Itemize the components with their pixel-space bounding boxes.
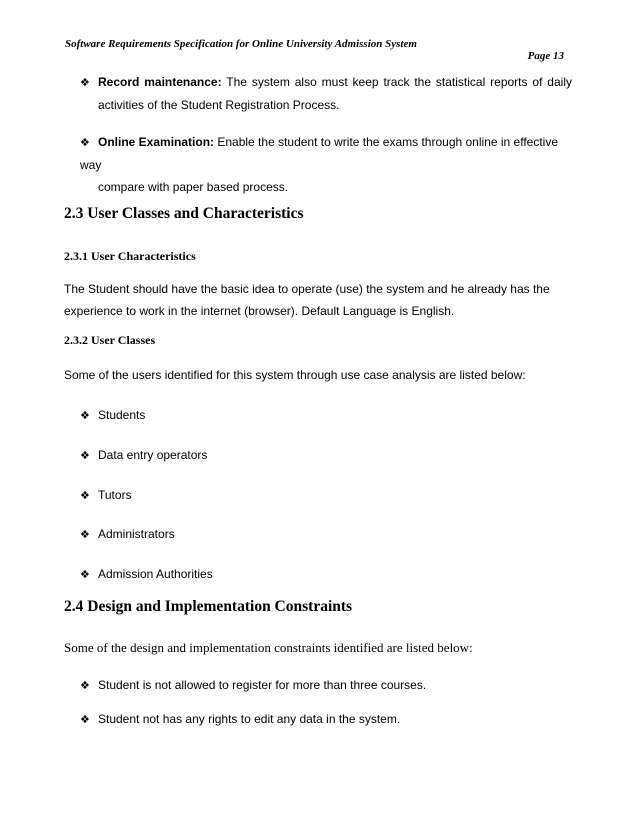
list-item xyxy=(80,712,400,726)
list-item-text: Tutors xyxy=(98,488,132,502)
bullet-online-examination xyxy=(80,131,572,198)
page-number: Page 13 xyxy=(527,50,564,62)
paragraph-line: experience to work in the internet (browser). Default Language is English. xyxy=(64,304,455,318)
constraints-intro: Some of the design and implementation constraints identified are listed below: xyxy=(64,640,473,655)
list-item xyxy=(80,567,213,581)
user-classes-intro: Some of the users identified for this system through use case analysis are listed below: xyxy=(64,368,526,382)
bullet-text-line2: compare with paper based process. xyxy=(98,180,289,194)
list-item-text: Students xyxy=(98,408,146,422)
bullet-diamond-icon: ❖ xyxy=(80,528,90,541)
bullet-diamond-icon: ❖ xyxy=(80,449,90,462)
list-item xyxy=(80,448,207,462)
paragraph-line: The Student should have the basic idea to operate (use) the system and he already has the xyxy=(64,282,550,296)
bullet-diamond-icon: ❖ xyxy=(80,136,90,149)
document-header-title: Software Requirements Specification for Online University Admission System xyxy=(65,38,417,50)
list-item-text: Student not has any rights to edit any data in the system. xyxy=(98,712,401,726)
list-item xyxy=(80,488,132,502)
bullet-text-line1: Enable the student to write the exams through online in effective way xyxy=(80,135,559,172)
bullet-diamond-icon: ❖ xyxy=(80,409,90,422)
bullet-term: Online Examination: xyxy=(98,135,215,149)
list-item-text: Admission Authorities xyxy=(98,567,213,581)
list-item-text: Data entry operators xyxy=(98,448,208,462)
bullet-text-line1: The system also must keep track the statistical reports of daily xyxy=(226,75,572,89)
bullet-term: Record maintenance: xyxy=(98,75,222,89)
bullet-diamond-icon: ❖ xyxy=(80,679,90,692)
list-item xyxy=(80,408,145,422)
bullet-diamond-icon: ❖ xyxy=(80,489,90,502)
list-item-text: Administrators xyxy=(98,527,175,541)
bullet-diamond-icon: ❖ xyxy=(80,76,90,89)
list-item-text: Student is not allowed to register for more than three courses. xyxy=(98,678,427,692)
bullet-diamond-icon: ❖ xyxy=(80,713,90,726)
section-heading-2-4: 2.4 Design and Implementation Constraints xyxy=(64,598,353,615)
subsection-heading-2-3-2: 2.3.2 User Classes xyxy=(64,333,156,347)
user-characteristics-paragraph xyxy=(64,278,574,322)
list-item xyxy=(80,527,175,541)
section-heading-2-3: 2.3 User Classes and Characteristics xyxy=(64,205,304,222)
subsection-heading-2-3-1: 2.3.1 User Characteristics xyxy=(64,249,196,263)
bullet-record-maintenance xyxy=(80,71,572,116)
bullet-diamond-icon: ❖ xyxy=(80,568,90,581)
list-item xyxy=(80,678,426,692)
bullet-text-line2: activities of the Student Registration Process. xyxy=(98,98,340,112)
